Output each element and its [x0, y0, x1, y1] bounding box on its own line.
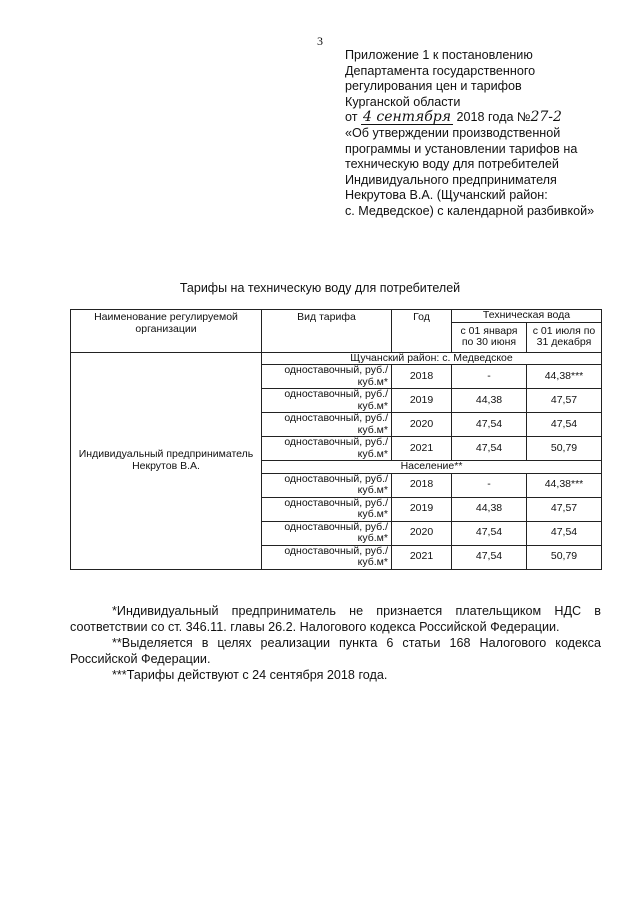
appendix-title-line: Некрутова В.А. (Щучанский район: [345, 188, 548, 203]
period-1-cell: 47,54 [452, 413, 527, 437]
header-year: Год [392, 310, 452, 353]
appendix-title-line: программы и установлении тарифов на [345, 141, 578, 156]
period-1-cell: 44,38 [452, 389, 527, 413]
group-heading: Щучанский район: с. Медведское [262, 352, 602, 365]
tariff-type-cell: одноставочный, руб./куб.м* [262, 389, 392, 413]
footnote: **Выделяется в целях реализации пункта 6 статьи 168 Налогового кодекса Российской Федерации. [70, 636, 601, 666]
appendix-title-line: с. Медведское) с календарной разбивкой» [345, 203, 595, 218]
table-title: Тарифы на техническую воду для потребителей [179, 281, 461, 295]
tariff-type-cell: одноставочный, руб./куб.м* [262, 545, 392, 569]
period-2-cell: 44,38*** [527, 473, 602, 497]
footnote: *Индивидуальный предприниматель не признается плательщиком НДС в соответствии со ст. 346.11. главы 26.2. Налогового кодекса Российской Федерации. [70, 604, 601, 634]
period-1-cell: 47,54 [452, 521, 527, 545]
period-1-cell: - [452, 473, 527, 497]
handwritten-date: 4 сентября [363, 109, 452, 126]
header-period-1: с 01 января по 30 июня [452, 322, 527, 352]
tariff-type-cell: одноставочный, руб./куб.м* [262, 413, 392, 437]
year-cell: 2018 [392, 365, 452, 389]
group-heading: Население** [262, 461, 602, 474]
period-1-cell: 44,38 [452, 497, 527, 521]
page-number: 3 [317, 34, 323, 48]
header-organization: Наименование регулируемой организации [71, 310, 262, 353]
tariff-type-cell: одноставочный, руб./куб.м* [262, 473, 392, 497]
date-year: 2018 года № [456, 110, 531, 125]
appendix-line: Департамента государственного [345, 63, 536, 78]
period-2-cell: 50,79 [527, 437, 602, 461]
header-tariff-type: Вид тарифа [262, 310, 392, 353]
period-2-cell: 47,57 [527, 389, 602, 413]
period-1-cell: 47,54 [452, 545, 527, 569]
period-2-cell: 47,54 [527, 413, 602, 437]
period-2-cell: 50,79 [527, 545, 602, 569]
tariffs-table [70, 309, 602, 570]
year-cell: 2020 [392, 413, 452, 437]
handwritten-number: 27-2 [530, 109, 562, 126]
year-cell: 2019 [392, 497, 452, 521]
period-1-cell: 47,54 [452, 437, 527, 461]
appendix-title-line: Индивидуального предпринимателя [345, 172, 557, 187]
tariff-type-cell: одноставочный, руб./куб.м* [262, 437, 392, 461]
appendix-date-line [345, 110, 630, 126]
period-2-cell: 44,38*** [527, 365, 602, 389]
appendix-line: регулирования цен и тарифов [345, 79, 522, 94]
year-cell: 2019 [392, 389, 452, 413]
tariff-type-cell: одноставочный, руб./куб.м* [262, 521, 392, 545]
tariff-type-cell: одноставочный, руб./куб.м* [262, 365, 392, 389]
appendix-header [345, 48, 630, 220]
period-2-cell: 47,57 [527, 497, 602, 521]
year-cell: 2021 [392, 545, 452, 569]
header-period-2: с 01 июля по 31 декабря [527, 322, 602, 352]
appendix-title-line: техническую воду для потребителей [345, 157, 559, 172]
period-2-cell: 47,54 [527, 521, 602, 545]
period-1-cell: - [452, 365, 527, 389]
header-technical-water: Техническая вода [452, 310, 602, 323]
appendix-line: Курганской области [345, 94, 461, 109]
year-cell: 2020 [392, 521, 452, 545]
date-prefix: от [345, 110, 358, 125]
year-cell: 2021 [392, 437, 452, 461]
tariff-type-cell: одноставочный, руб./куб.м* [262, 497, 392, 521]
organization-name: Индивидуальный предприниматель Некрутов В.А. [71, 352, 262, 569]
footnotes [70, 603, 601, 683]
appendix-title-line: «Об утверждении производственной [345, 125, 561, 140]
appendix-line: Приложение 1 к постановлению [345, 48, 533, 62]
year-cell: 2018 [392, 473, 452, 497]
footnote: ***Тарифы действуют с 24 сентября 2018 года. [112, 668, 388, 682]
